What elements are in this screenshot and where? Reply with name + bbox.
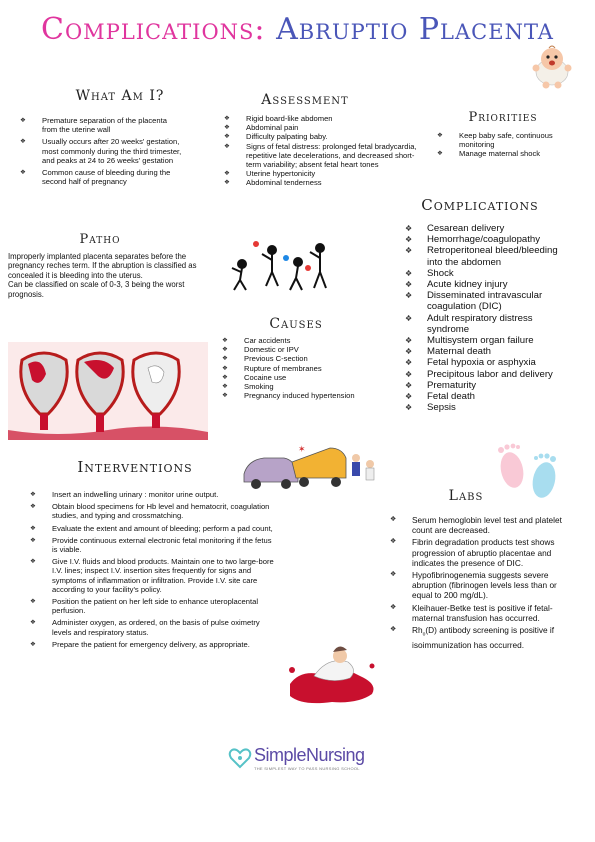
causes-heading: Causes — [269, 316, 323, 332]
list-item: ❖ Uterine hypertonicity — [246, 169, 426, 178]
list-item: ❖ Sepsis — [427, 402, 567, 413]
list-item: ❖ Kleihauer-Betke test is positive if fetal-maternal transfusion has occurred. — [412, 603, 572, 623]
priorities-heading: Priorities — [468, 110, 538, 125]
list-item: ❖ Cocaine use — [244, 373, 374, 382]
what-am-i-heading: What Am I? — [75, 88, 165, 104]
stick-figures-illustration — [226, 238, 336, 294]
list-item: ❖ Fetal death — [427, 391, 567, 402]
list-item: ❖ Common cause of bleeding during the second half of pregnancy — [42, 168, 182, 186]
hemorrhage-illustration — [284, 640, 380, 704]
list-item: ❖ Signs of fetal distress: prolonged fetal bradycardia, repetitive late decelerations, and decreased short-term variability; absent fetal heart tones — [246, 142, 426, 170]
list-item: ❖ Acute kidney injury — [427, 279, 567, 290]
rh-rest: (D) antibody screening is positive if isoimmunization has occurred. — [412, 625, 555, 650]
list-item: ❖ Retroperitoneal bleed/bleeding into the abdomen — [427, 245, 567, 267]
rh-subscript: o — [422, 631, 426, 638]
page-title — [0, 12, 595, 47]
title-part2: Abruptio Placenta — [276, 12, 554, 47]
list-item: ❖ Abdominal tenderness — [246, 178, 426, 187]
baby-illustration — [527, 42, 577, 90]
causes-list — [244, 336, 374, 400]
list-item: ❖ Previous C-section — [244, 354, 374, 363]
list-item: ❖ Evaluate the extent and amount of bleeding; perform a pad count, — [52, 524, 274, 533]
svg-text:✶: ✶ — [298, 445, 306, 455]
list-item: ❖ Pregnancy induced hypertension — [244, 391, 374, 400]
logo-main-text: SimpleNursing — [254, 745, 365, 765]
list-item: ❖ Hypofibrinogenemia suggests severe abruption (fibrinogen levels less than or equal to 200 mg/dL). — [412, 570, 572, 601]
list-item: ❖ Smoking — [244, 382, 374, 391]
what-am-i-list — [42, 116, 182, 186]
baby-feet-illustration — [492, 442, 564, 506]
priorities-list — [459, 131, 569, 159]
list-item: ❖ Cesarean delivery — [427, 223, 567, 234]
car-crash-illustration — [240, 444, 380, 494]
interventions-list — [52, 490, 274, 649]
patho-heading: Patho — [79, 232, 121, 247]
patho-line-1: Improperly implanted placenta separates before the pregnancy reches term. If the abruption is classified as concealed it is bleeding into the uterus. — [8, 252, 197, 280]
list-item: ❖ Obtain blood specimens for Hb level and hematocrit, coagulation studies, and typing and crossmatching. — [52, 502, 274, 520]
rh-prefix: Rh — [412, 625, 423, 636]
list-item: ❖ Prematurity — [427, 380, 567, 391]
list-item: ❖ Usually occurs after 20 weeks' gestation, most commonly during the third trimester, and peaks at 24 to 26 weeks' gestation — [42, 137, 182, 165]
logo-tagline: THE SIMPLEST WAY TO PASS NURSING SCHOOL — [254, 766, 360, 771]
list-item: ❖ Difficulty palpating baby. — [246, 132, 426, 141]
list-item: ❖ Precipitous labor and delivery — [427, 369, 567, 380]
list-item: ❖ Shock — [427, 268, 567, 279]
heart-stethoscope-icon — [228, 746, 252, 770]
list-item: ❖ Car accidents — [244, 336, 374, 345]
list-item: ❖ Prepare the patient for emergency delivery, as appropriate. — [52, 640, 274, 649]
list-item: ❖ Manage maternal shock — [459, 149, 569, 158]
list-item: ❖ Rupture of membranes — [244, 364, 374, 373]
list-item: ❖ Serum hemoglobin level test and platelet count are decreased. — [412, 515, 572, 535]
list-item: ❖ Premature separation of the placenta from the uterine wall — [42, 116, 182, 134]
list-item: ❖ Fetal hypoxia or asphyxia — [427, 357, 567, 368]
list-item: ❖ Rigid board-like abdomen — [246, 114, 426, 123]
list-item: ❖ Administer oxygen, as ordered, on the basis of pulse oximetry levels and respiratory status. — [52, 618, 274, 636]
complications-heading: Complications — [421, 196, 539, 214]
list-item: ❖ Abdominal pain — [246, 123, 426, 132]
list-item: ❖ Domestic or IPV — [244, 345, 374, 354]
complications-list — [427, 223, 567, 413]
title-part1: Complications: — [41, 12, 266, 47]
patho-text — [8, 252, 198, 299]
assessment-list — [246, 114, 426, 188]
list-item: ❖ Position the patient on her left side to enhance uteroplacental perfusion. — [52, 597, 274, 615]
simplenursing-logo — [228, 745, 365, 771]
list-item: ❖ Hemorrhage/coagulopathy — [427, 234, 567, 245]
labs-heading: Labs — [448, 488, 484, 504]
list-item: ❖ Provide continuous external electronic fetal monitoring if the fetus is viable. — [52, 536, 274, 554]
list-item: ❖ Maternal death — [427, 346, 567, 357]
list-item: ❖ Keep baby safe, continuous monitoring — [459, 131, 569, 149]
interventions-heading: Interventions — [77, 458, 193, 476]
placenta-abruption-illustration — [8, 342, 208, 440]
list-item: ❖ Adult respiratory distress syndrome — [427, 313, 567, 335]
labs-list — [412, 515, 572, 650]
list-item: ❖ Insert an indwelling urinary : monitor urine output. — [52, 490, 274, 499]
list-item — [412, 625, 572, 650]
list-item: ❖ Multisystem organ failure — [427, 335, 567, 346]
patho-line-2: Can be classified on scale of 0-3, 3 being the worst prognosis. — [8, 280, 185, 299]
list-item: ❖ Disseminated intravascular coagulation (DIC) — [427, 290, 567, 312]
list-item: ❖ Fibrin degradation products test shows progression of abruptio placentae and indicates the presence of DIC. — [412, 537, 572, 568]
assessment-heading: Assessment — [261, 92, 349, 108]
list-item: ❖ Give I.V. fluids and blood products. Maintain one to two large-bore I.V. lines; inspect I.V. insertion sites frequently for signs and symptoms of inflammation or infiltration. Provide I.V. site care according to your facility's policy. — [52, 557, 274, 594]
